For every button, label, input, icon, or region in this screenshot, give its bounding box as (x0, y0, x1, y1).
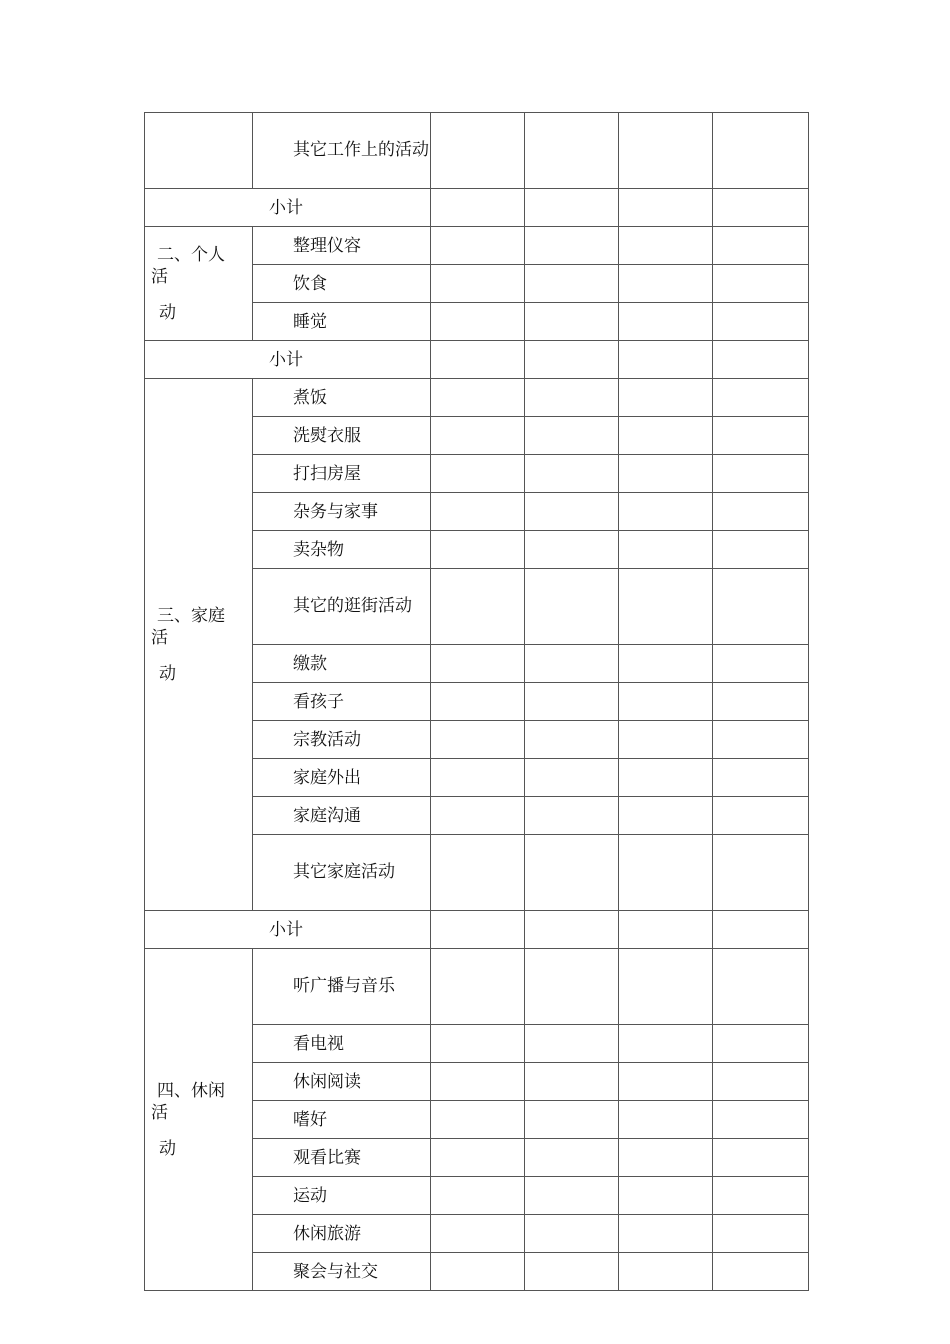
blank-cell (525, 341, 619, 379)
blank-cell (713, 721, 809, 759)
blank-cell (619, 455, 713, 493)
blank-cell (431, 645, 525, 683)
subtotal-label: 小计 (145, 341, 431, 379)
blank-cell (525, 683, 619, 721)
blank-cell (713, 379, 809, 417)
blank-cell (431, 721, 525, 759)
blank-cell (525, 227, 619, 265)
blank-cell (525, 1215, 619, 1253)
blank-cell (713, 265, 809, 303)
blank-cell (619, 835, 713, 911)
blank-cell (431, 417, 525, 455)
activity-item: 缴款 (253, 645, 431, 683)
blank-cell (525, 113, 619, 189)
blank-cell (525, 493, 619, 531)
activity-item: 睡觉 (253, 303, 431, 341)
blank-cell (619, 949, 713, 1025)
blank-cell (431, 265, 525, 303)
blank-cell (431, 493, 525, 531)
blank-cell (525, 1253, 619, 1291)
blank-cell (431, 911, 525, 949)
blank-cell (431, 949, 525, 1025)
subtotal-label: 小计 (145, 189, 431, 227)
activity-item: 看孩子 (253, 683, 431, 721)
category-label-line: 活 (151, 1102, 168, 1123)
blank-cell (525, 645, 619, 683)
blank-cell (619, 569, 713, 645)
blank-cell (713, 189, 809, 227)
activity-item: 卖杂物 (253, 531, 431, 569)
blank-cell (431, 1215, 525, 1253)
blank-cell (431, 113, 525, 189)
blank-cell (713, 493, 809, 531)
blank-cell (431, 683, 525, 721)
activity-item: 洗熨衣服 (253, 417, 431, 455)
blank-cell (619, 1025, 713, 1063)
blank-cell (713, 911, 809, 949)
blank-cell (713, 531, 809, 569)
activity-item: 煮饭 (253, 379, 431, 417)
activity-item: 聚会与社交 (253, 1253, 431, 1291)
activity-item: 运动 (253, 1177, 431, 1215)
blank-cell (525, 265, 619, 303)
activity-item: 整理仪容 (253, 227, 431, 265)
activity-item: 其它家庭活动 (253, 835, 431, 911)
blank-cell (525, 303, 619, 341)
blank-cell (619, 531, 713, 569)
blank-cell (713, 569, 809, 645)
table-row (145, 949, 809, 1025)
blank-cell (713, 683, 809, 721)
blank-cell (619, 759, 713, 797)
subtotal-row (145, 189, 809, 227)
blank-cell (525, 531, 619, 569)
category-label-line: 活 (151, 266, 168, 287)
activity-item: 休闲阅读 (253, 1063, 431, 1101)
blank-cell (713, 645, 809, 683)
category-cell (145, 227, 253, 341)
blank-cell (619, 493, 713, 531)
blank-cell (525, 379, 619, 417)
activity-item: 其它工作上的活动 (253, 113, 431, 189)
blank-cell (619, 1215, 713, 1253)
blank-cell (619, 227, 713, 265)
activity-item: 打扫房屋 (253, 455, 431, 493)
blank-cell (431, 759, 525, 797)
category-cell (145, 379, 253, 911)
blank-cell (713, 113, 809, 189)
blank-cell (713, 455, 809, 493)
activity-item: 嗜好 (253, 1101, 431, 1139)
blank-cell (619, 189, 713, 227)
blank-cell (525, 1063, 619, 1101)
blank-cell (713, 759, 809, 797)
blank-cell (619, 797, 713, 835)
blank-cell (431, 1139, 525, 1177)
activity-item: 饮食 (253, 265, 431, 303)
blank-cell (713, 303, 809, 341)
subtotal-row (145, 341, 809, 379)
blank-cell (619, 1063, 713, 1101)
blank-cell (619, 911, 713, 949)
blank-cell (525, 1101, 619, 1139)
activity-item: 休闲旅游 (253, 1215, 431, 1253)
blank-cell (525, 417, 619, 455)
blank-cell (713, 1139, 809, 1177)
table-row (145, 113, 809, 189)
blank-cell (525, 1139, 619, 1177)
blank-cell (619, 265, 713, 303)
category-cell (145, 949, 253, 1291)
blank-cell (713, 797, 809, 835)
blank-cell (713, 1025, 809, 1063)
blank-cell (525, 569, 619, 645)
subtotal-label: 小计 (145, 911, 431, 949)
blank-cell (431, 569, 525, 645)
blank-cell (619, 1177, 713, 1215)
blank-cell (619, 417, 713, 455)
blank-cell (525, 721, 619, 759)
blank-cell (431, 227, 525, 265)
blank-cell (431, 1177, 525, 1215)
blank-cell (713, 1101, 809, 1139)
category-label-line: 四、休闲 (157, 1080, 225, 1101)
blank-cell (431, 1063, 525, 1101)
blank-cell (619, 113, 713, 189)
blank-cell (525, 949, 619, 1025)
activity-item: 家庭沟通 (253, 797, 431, 835)
blank-cell (713, 1215, 809, 1253)
blank-cell (431, 1025, 525, 1063)
blank-cell (431, 1101, 525, 1139)
subtotal-row (145, 911, 809, 949)
activity-item: 听广播与音乐 (253, 949, 431, 1025)
blank-cell (619, 683, 713, 721)
blank-cell (431, 797, 525, 835)
blank-cell (713, 227, 809, 265)
blank-cell (525, 1177, 619, 1215)
blank-cell (431, 341, 525, 379)
blank-cell (525, 835, 619, 911)
table-row (145, 227, 809, 265)
blank-cell (713, 417, 809, 455)
blank-cell (525, 911, 619, 949)
blank-cell (431, 531, 525, 569)
blank-cell (713, 341, 809, 379)
activity-item: 宗教活动 (253, 721, 431, 759)
activity-item: 其它的逛街活动 (253, 569, 431, 645)
category-label-line: 二、个人 (157, 244, 225, 265)
blank-cell (619, 1139, 713, 1177)
activity-time-table (144, 112, 809, 1291)
category-label-line: 动 (159, 663, 176, 684)
blank-cell (431, 189, 525, 227)
category-label-line: 动 (159, 302, 176, 323)
blank-cell (713, 1063, 809, 1101)
activity-item: 杂务与家事 (253, 493, 431, 531)
blank-cell (619, 1253, 713, 1291)
blank-cell (431, 379, 525, 417)
blank-cell (619, 379, 713, 417)
blank-cell (619, 1101, 713, 1139)
blank-cell (525, 1025, 619, 1063)
blank-cell (525, 189, 619, 227)
table-row (145, 379, 809, 417)
blank-cell (431, 835, 525, 911)
activity-item: 观看比赛 (253, 1139, 431, 1177)
blank-cell (431, 303, 525, 341)
blank-cell (713, 1253, 809, 1291)
blank-cell (431, 1253, 525, 1291)
blank-cell (713, 1177, 809, 1215)
blank-cell (525, 797, 619, 835)
activity-item: 看电视 (253, 1025, 431, 1063)
blank-cell (713, 949, 809, 1025)
table-body (145, 113, 809, 1291)
blank-cell (525, 759, 619, 797)
blank-cell (619, 721, 713, 759)
blank-cell (431, 455, 525, 493)
category-label-line: 三、家庭 (157, 605, 225, 626)
category-label-line: 活 (151, 627, 168, 648)
blank-cell (619, 341, 713, 379)
category-cell (145, 113, 253, 189)
blank-cell (619, 645, 713, 683)
blank-cell (525, 455, 619, 493)
blank-cell (619, 303, 713, 341)
blank-cell (713, 835, 809, 911)
category-label-line: 动 (159, 1138, 176, 1159)
activity-item: 家庭外出 (253, 759, 431, 797)
